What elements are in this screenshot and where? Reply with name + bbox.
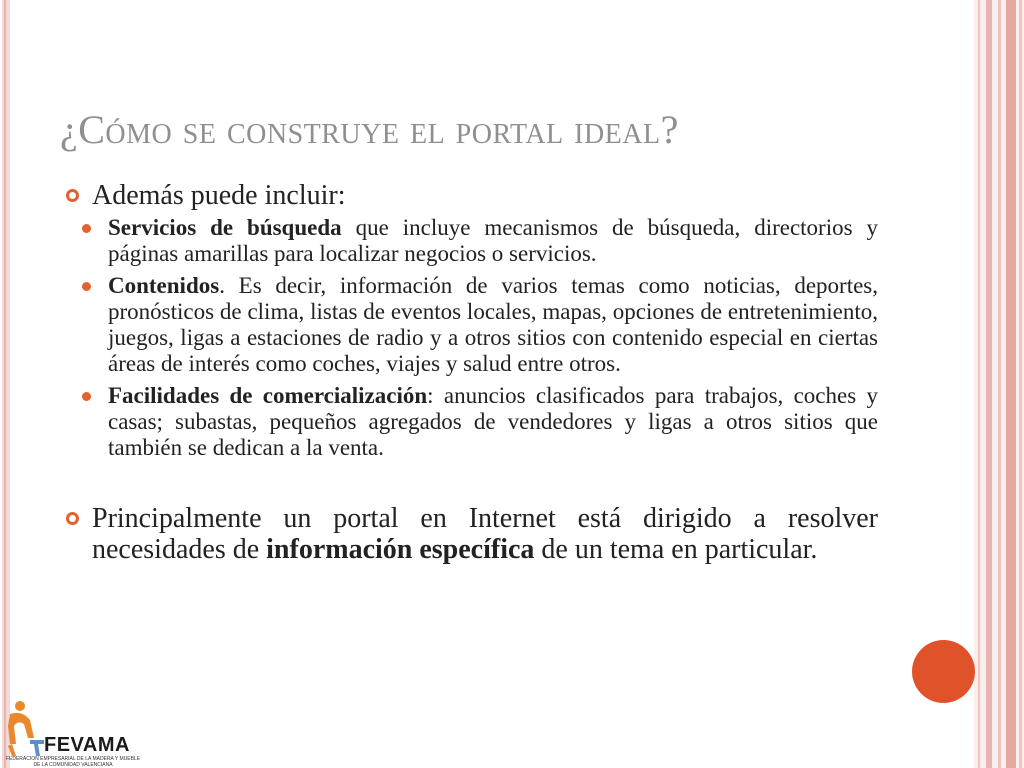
dot-bullet-icon: [82, 392, 91, 401]
dot-bullet-icon: [82, 224, 91, 233]
logo-wordmark: FEVAMA: [44, 734, 130, 756]
bullet-summary-after: de un tema en particular.: [534, 534, 818, 565]
fevama-logo: [0, 700, 150, 768]
sub-bullet-list: [66, 215, 878, 461]
sub-bullet-item: [108, 383, 878, 461]
ring-bullet-icon: [66, 512, 79, 525]
sub-bullet-item: [108, 273, 878, 377]
sub-bullet-bold: Contenidos: [108, 273, 220, 298]
sub-bullet-bold: Servicios de búsqueda: [108, 215, 342, 240]
bullet-intro-text: Además puede incluir:: [92, 180, 346, 211]
right-stripe-5: [1019, 0, 1022, 768]
bullet-summary-before: Principalmente un portal en Internet está dirigido a resolver necesidades de: [92, 503, 878, 565]
slide-title: ¿Cómo se construye el portal ideal?: [60, 107, 679, 152]
decorative-circle: [912, 640, 975, 703]
sub-bullet-text: que incluye mecanismos de búsqueda, directorios y páginas amarillas para localizar negocios o servicios.: [108, 215, 878, 266]
slide-content: [66, 180, 878, 565]
logo-subtitle-line1: FEDERACION EMPRESARIAL DE LA MADERA Y MUEBLE: [5, 756, 141, 762]
bullet-intro: [66, 180, 878, 211]
sub-bullet-text: : anuncios clasificados para trabajos, coches y casas; subastas, pequeños agregados de vendedores y ligas a otros sitios que también se dedican a la venta.: [108, 383, 878, 460]
right-decorative-band: [974, 0, 1024, 768]
right-stripe-3: [998, 0, 1001, 768]
bullet-summary-bold: información específica: [266, 534, 535, 565]
sub-bullet-item: [108, 215, 878, 267]
right-stripe-1: [978, 0, 980, 768]
left-stripe-line: [4, 0, 6, 768]
logo-subtitle-line2: DE LA COMUNIDAD VALENCIANA: [33, 762, 113, 768]
right-stripe-2: [986, 0, 992, 768]
sub-bullet-text: . Es decir, información de varios temas como noticias, deportes, pronósticos de clima, listas de eventos locales, mapas, opciones de entretenimiento, juegos, ligas a estaciones de radio y a otros sitios con contenido especial en ciertas áreas de interés como coches, viajes y salud entre otros.: [108, 273, 878, 376]
logo-subtitle: [0, 756, 146, 768]
bullet-summary: [66, 503, 878, 565]
ring-bullet-icon: [66, 189, 79, 202]
dot-bullet-icon: [82, 282, 91, 291]
right-stripe-4: [1006, 0, 1016, 768]
sub-bullet-bold: Facilidades de comercialización: [108, 383, 428, 408]
